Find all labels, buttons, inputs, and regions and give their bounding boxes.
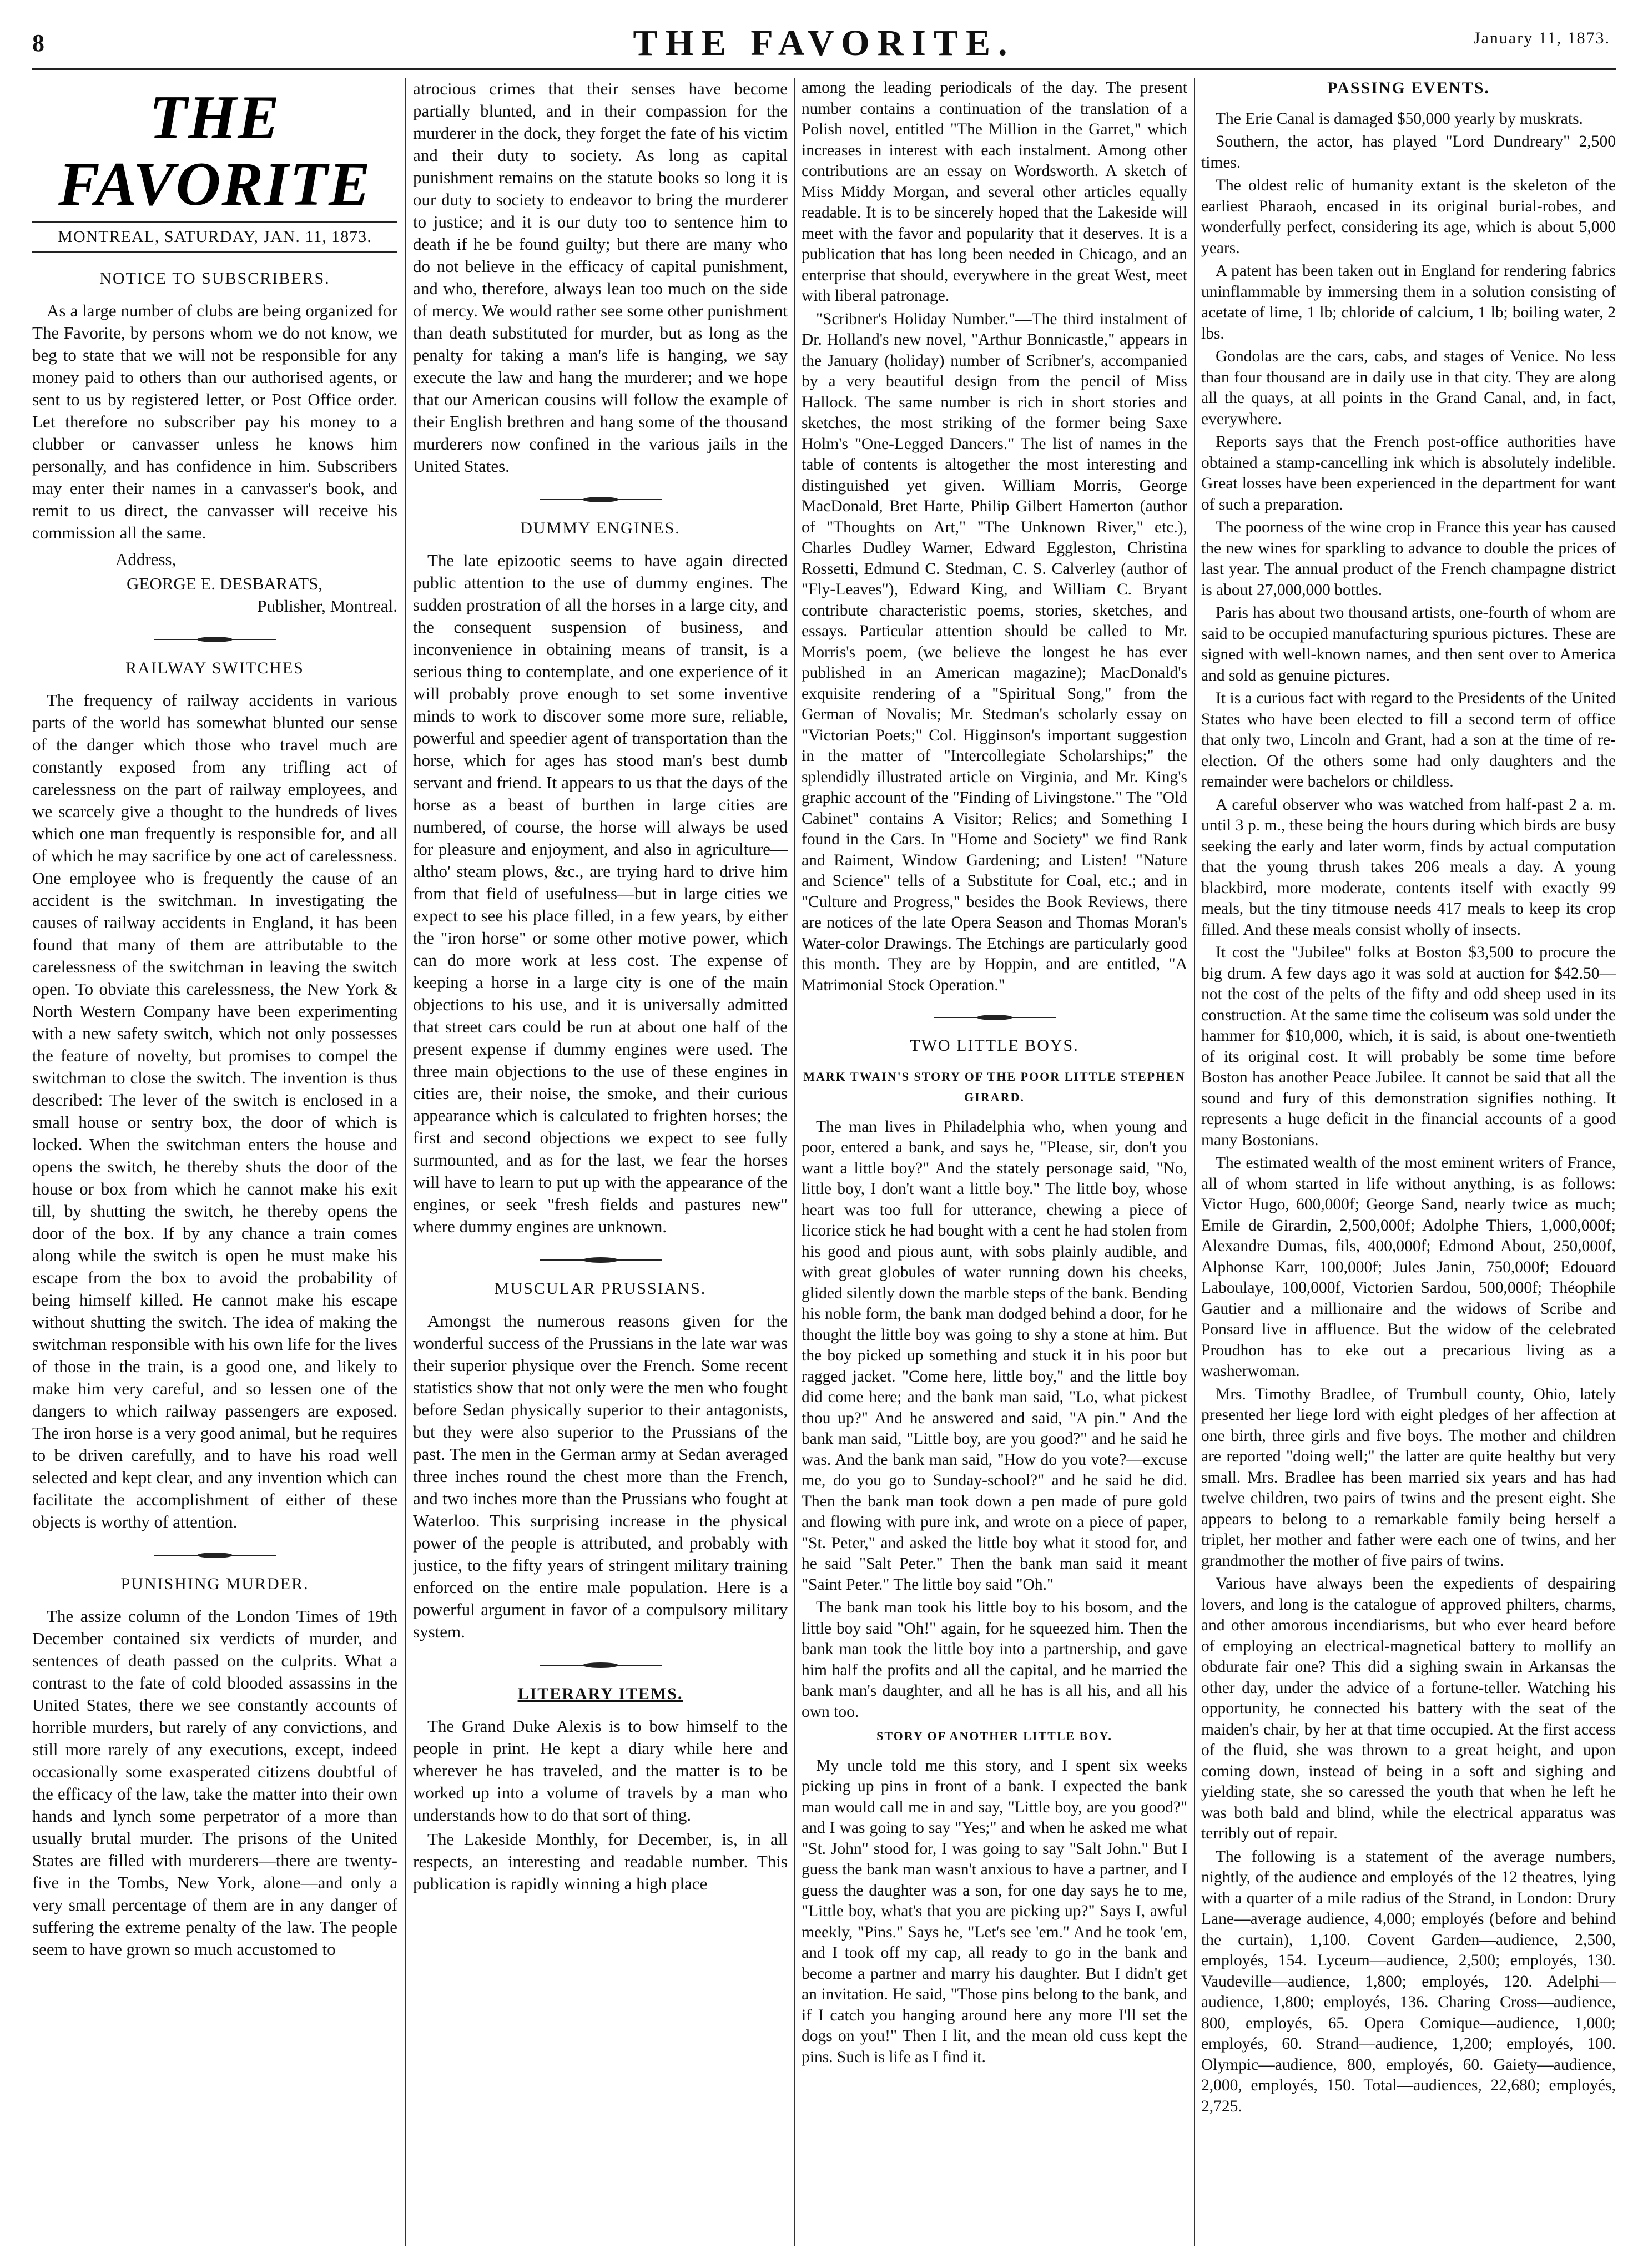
signer-name: GEORGE E. DESBARATS, xyxy=(127,574,323,593)
article-paragraph: As a large number of clubs are being organized for The Favorite, by persons whom we do not know, we beg to state that we will not be responsible for any money paid to others than our authorised agents, or sent to us by registered letter, or Post Office order. Let therefore no subscriber pay his money to a clubber or canvasser unless he knows him personally, and has confidence in him. Subscribers may enter their names in a canvasser's book, and remit to us direct, the canvasser will receive his commission all the same. xyxy=(32,301,397,542)
news-item: The poorness of the wine crop in France this year has caused the new wines for sparkling to advance to double the prices of last year. The annual product of the French champagne district is about 27,000,000 bottles. xyxy=(1201,518,1616,599)
article-paragraph: among the leading periodicals of the day. The present number contains a continuation of the translation of a Polish novel, entitled "The Million in the Garret," which increases in interest with each instalment. Among other contributions are an essay on Wordsworth. A sketch of Miss Middy Morgan, and several other articles equally readable. It is to be sincerely hoped that the Lakeside will meet with the favor and popularity that it deserves. It is a publication that has long been needed in Chicago, and an enterprise that should, everywhere in the great West, meet with liberal patronage. xyxy=(802,79,1187,305)
signer-title: Publisher, Montreal. xyxy=(257,596,397,616)
article-paragraph: The man lives in Philadelphia who, when young and poor, entered a bank, and says he, "Please, sir, don't you want a little boy?" And the stately personage said, "No, little boy, I don't want a little boy." The little boy, whose heart was too full for utterance, chewing a piece of licorice stick he had bought with a cent he had stolen from his good and pious aunt, with sobs plainly audible, and with great globules of water running down his cheeks, glided silently down the marble steps of the bank. Bending his noble form, the bank man dodged behind a door, for he thought the little boy was going to shy a stone at him. But the boy picked up something and stuck it in his poor but ragged jacket. "Come here, little boy," and the little boy did come here; and the bank man said, "Lo, what pickest thou up?" And he answered and said, "A pin." And the bank man said, "Little boy, are you good?" and he said he was. And the bank man said, "How do you vote?—excuse me, do you go to Sunday-school?" and he said he did. Then the bank man took down a pen made of pure gold and flowing with pure ink, and wrote on a piece of paper, "St. Peter," and asked the little boy what it stood for, and he said "Salt Peter." Then the bank man said it meant "Saint Peter." The little boy said "Oh." xyxy=(802,1117,1187,1594)
news-item: The following is a statement of the average numbers, nightly, of the audience and employés of the 12 theatres, lying with a quarter of a mile radius of the Strand, in London: Drury Lane—average audience, 4,000; employés (before and behind the curtain), 1,100. Covent Garden—audience, 2,500, employés, 154. Lyceum—audience, 2,500; employés, 130. Vaudeville—audience, 1,800; employés, 120. Adelphi—audience, 1,800; employés, 136. Charing Cross—audience, 800, employés, 65. Opera Comique—audience, 1,000; employés, 60. Strand—audience, 1,200; employés, 100. Olympic—audience, 800, employés, 60. Gaiety—audience, 2,000, employés, 150. Total—audiences, 22,680; employés, 2,725. xyxy=(1201,1847,1616,2115)
address-label: Address, xyxy=(115,550,177,569)
article-paragraph: Amongst the numerous reasons given for the wonderful success of the Prussians in the late war was their superior physique over the French. Some recent statistics show that not only were the men who fought before Sedan physically superior to their antagonists, but they were also superior to the Prussians of the past. The men in the German army at Sedan averaged three inches round the chest more than the French, and two inches more than the Prussians who fought at Waterloo. This surprising increase in the physical power of the people is attributed, and probably with justice, to the fifty years of stringent military training enforced on the entire male population. Here is a powerful argument in favor of a compulsory military system. xyxy=(413,1311,788,1641)
article-paragraph: The Lakeside Monthly, for December, is, in all respects, an interesting and readable number. This publication is rapidly winning a high place xyxy=(413,1829,788,1893)
news-item: The Erie Canal is damaged $50,000 yearly by muskrats. xyxy=(1216,109,1583,128)
article-heading: NOTICE TO SUBSCRIBERS. xyxy=(99,269,330,288)
column-3 xyxy=(802,78,1187,2246)
news-item: Various have always been the expedients of despairing lovers, and long is the catalogue of approved philters, charms, and other amorous incendiarisms, but who ever heard before of employing an electrical-magnetical battery to mollify an obdurate fair one? This did a sighing swain in Arkansas the other day, under the advice of a fortune-teller. Watching his opportunity, he connected his battery with the seat of the maiden's chair, by her at that time occupied. At the first access of the fluid, she was thrown to a great height, and upon coming down, instead of being in a soft and sighing and yielding state, she so caressed the youth that when he left he was both bald and blind, while the electrical apparatus was terribly out of repair. xyxy=(1201,1575,1616,1842)
news-item: The estimated wealth of the most eminent writers of France, all of whom started in life without anything, is as follows: Victor Hugo, 600,000f; George Sand, nearly twice as much; Emile de Girardin, 2,500,000f; Adolphe Thiers, 1,000,000f; Alexandre Dumas, fils, 400,000f; Edmond About, 250,000f, Alphonse Karr, 100,000f; Jules Janin, 750,000f; Edouard Laboulaye, 100,000f, Victorien Sardou, 500,000f; Théophile Gautier and a millionaire and the widows of Scribe and Ponsard live in affluence. But the widow of the celebrated Proudhon has to eke out a precarious living as a washerwoman. xyxy=(1201,1154,1616,1380)
column-1 xyxy=(32,78,397,2246)
column-divider xyxy=(1194,78,1195,2246)
news-item: Southern, the actor, has played "Lord Dundreary" 2,500 times. xyxy=(1201,133,1616,172)
news-item: A careful observer who was watched from half-past 2 a. m. until 3 p. m., these being the hours during which birds are busy seeking the early and later worm, finds by actual computation that the young thrush takes 206 meals a day. A young blackbird, more moderate, contents itself with exactly 99 meals, but the tiny titmouse needs 417 meals to keep its crop filled. And these meals consist wholly of insects. xyxy=(1201,795,1616,939)
section-ornament xyxy=(413,1254,788,1263)
section-ornament xyxy=(802,1012,1187,1021)
news-item: It cost the "Jubilee" folks at Boston $3,500 to procure the big drum. A few days ago it was sold at auction for $42.50—not the cost of the pelts of the fifty and odd sheep used in its construction. At the same time the coliseum was sold under the hammer for $10,000, which, it is said, is about one-twentieth of its original cost. It will probably be some time before Boston has another Peace Jubilee. It cannot be said that all the sound and fury of this demonstration signifies nothing. It represents a huge deficit in the financial accounts of a good many Bostonians. xyxy=(1201,944,1616,1149)
article-heading: PASSING EVENTS. xyxy=(1327,79,1490,97)
article-paragraph: The Grand Duke Alexis is to bow himself to the people in print. He kept a diary while here and wherever he has traveled, and the matter is to be worked up into a volume of travels by a man who understands how to do that sort of thing. xyxy=(413,1716,788,1825)
section-ornament xyxy=(413,494,788,503)
header-rule xyxy=(32,68,1616,70)
masthead-logo: THE FAVORITE xyxy=(58,83,371,219)
section-ornament xyxy=(413,1660,788,1669)
column-divider xyxy=(794,78,795,2246)
article-heading: PUNISHING MURDER. xyxy=(120,1575,309,1593)
article-subheading: STORY OF ANOTHER LITTLE BOY. xyxy=(876,1729,1112,1743)
article-paragraph: The bank man took his little boy to his bosom, and the little boy said "Oh!" again, for he squeezed him. Then the bank man took the little boy into a partnership, and gave him half the profits and all the capital, and he married the bank man's daughter, and all he has is all his, and all his own too. xyxy=(802,1599,1187,1721)
section-ornament xyxy=(32,634,397,643)
page-header xyxy=(0,0,1648,72)
article-paragraph: The assize column of the London Times of 19th December contained six verdicts of murder, and sentences of death passed on the culprits. What a contrast to the fate of cold blooded assassins in the United States, there we see constantly accounts of horrible murders, but rarely of any convictions, and still more rarely of any executions, except, indeed occasionally some exasperated citizens doubtful of the efficacy of the law, take the matter into their own hands and lynch some perpetrator of a more than usually brutal murder. The prisons of the United States are filled with murderers—there are twenty-five in the Tombs, New York, alone—and only a very small percentage of them are in any danger of suffering the extreme penalty of the law. The people seem to have grown so much accustomed to xyxy=(32,1606,397,1959)
news-item: The oldest relic of humanity extant is the skeleton of the earliest Pharaoh, encased in its original burial-robes, and wonderfully perfect, considering its age, which is about 5,000 years. xyxy=(1201,177,1616,257)
news-item: Paris has about two thousand artists, one-fourth of whom are said to be occupied manufacturing spurious pictures. These are signed with well-known names, and then sent over to America and sold as genuine pictures. xyxy=(1201,604,1616,684)
article-heading: TWO LITTLE BOYS. xyxy=(910,1036,1079,1055)
article-paragraph: atrocious crimes that their senses have become partially blunted, and in their compassion for the murderer in the dock, they forget the fate of his victim and their duty to society. As long as capital punishment remains on the statute books so long it is our duty to society to endeavor to bring the murderer to justice; and it is our duty too to sentence him to death if he be found guilty; but there are many who do not believe in the efficacy of capital punishment, and who, therefore, always lean too much on the side of mercy. We would rather see some other punishment than death substituted for murder, but as long as the penalty for taking a man's life is hanging, we say execute the law and hang the murderer; and we hope that our American cousins will follow the example of their English brethren and hang some of the thousand murderers now confined in the various jails in the United States. xyxy=(413,79,788,476)
news-item: Reports says that the French post-office authorities have obtained a stamp-cancelling ink which is absolutely indelible. Great losses have been experienced in the department for want of such a preparation. xyxy=(1201,433,1616,513)
column-divider xyxy=(405,78,406,2246)
column-4 xyxy=(1201,78,1616,2246)
article-paragraph: The frequency of railway accidents in various parts of the world has somewhat blunted our sense of the danger which those who travel much are constantly exposed from any trifling act of carelessness on the part of railway employees, and we scarcely give a thought to the hundreds of lives which one man frequently is responsible for, and all of which he may sacrifice by one act of carelessness. One employee who is frequently the cause of an accident is the switchman. In investigating the causes of railway accidents in England, it has been found that many of them are attributable to the carelessness of the switchman in leaving the switch open. To obviate this carelessness, the New York & North Western Company have been experimenting with a new safety switch, which not only possesses the feature of novelty, but promises to compel the switchman to close the switch. The invention is thus described: The lever of the switch is enclosed in a small house or sentry box, the door of which is locked. When the switchman enters the house and opens the switch, he thereby shuts the door of the house or box from which he cannot make his exit till, by shutting the switch, he thereby opens the door of the box. If by any chance a train comes along while the switch is open he must make his escape from the box to avoid the probability of being himself killed. He cannot make his escape without shutting the switch. The idea of making the switchman responsible with his own life for the lives of those in the train, is a good one, and likely to make him very careful, and so lessen one of the dangers to which railway passengers are exposed. The iron horse is a very good animal, but he requires to be driven carefully, and to have his road well selected and kept clear, and any invention which can facilitate the accomplishment of either of these objects is worthy of attention. xyxy=(32,691,397,1531)
column-2 xyxy=(413,78,788,2246)
news-item: Mrs. Timothy Bradlee, of Trumbull county, Ohio, lately presented her liege lord with eight pledges of her affection at one birth, three girls and five boys. The mother and children are reported "doing well;" the latter are quite healthy but very small. Mrs. Bradlee has been married six years and has had twelve children, two pairs of twins and the present eight. She appears to belong to a remarkable family being herself a triplet, her mother and father were each one of twins, and her grandmother the mother of five pairs of twins. xyxy=(1201,1385,1616,1570)
issue-date: January 11, 1873. xyxy=(1473,29,1610,47)
article-heading: LITERARY ITEMS. xyxy=(517,1685,683,1703)
article-heading: MUSCULAR PRUSSIANS. xyxy=(494,1279,707,1298)
article-heading: DUMMY ENGINES. xyxy=(520,519,681,537)
news-item: Gondolas are the cars, cabs, and stages of Venice. No less than four thousand are in daily use in that city. They are along all the quays, at all points in the Grand Canal, and, in fact, everywhere. xyxy=(1201,347,1616,428)
news-item: It is a curious fact with regard to the Presidents of the United States who have been elected to fill a second term of office that only two, Lincoln and Grant, had a son at the time of re-election. Of the others some had only daughters and the remainder were bachelors or childless. xyxy=(1201,689,1616,790)
article-heading: RAILWAY SWITCHES xyxy=(125,659,304,677)
running-title: THE FAVORITE. xyxy=(633,23,1015,63)
section-ornament xyxy=(32,1550,397,1559)
article-paragraph: The late epizootic seems to have again directed public attention to the use of dummy engines. The sudden prostration of all the horses in a large city, and the consequent suspension of business, and inconvenience in obtaining means of transit, is a serious thing to contemplate, and one experience of it will probably prove enough to set some inventive minds to work to discover some more sure, reliable, powerful and speedier agent of transportation than the horse, which for ages has stood man's best dumb servant and friend. It appears to us that the days of the horse as a beast of burthen in large cities are numbered, of course, the horse will always be used for pleasure and enjoyment, and also in agriculture—altho' steam plows, &c., are trying hard to drive him from that field of usefulness—but in large cities we expect to see his place filled, in a few years, by either the "iron horse" or some other motive power, which can do more work at less cost. The expense of keeping a horse in a large city is one of the main objections to his use, and it is universally admitted that street cars could be run at about one half of the present expense if dummy engines were used. The three main objections to the use of these engines in cities are, their noise, the smoke, and their curious appearance which is calculated to frighten horses; the first and second objections we expect to see fully surmounted, and as for the last, we fear the horses will have to learn to put up with the appearance of the engines, or seek "fresh fields and pastures new" where dummy engines are unknown. xyxy=(413,551,788,1236)
article-subheading: MARK TWAIN'S STORY OF THE POOR LITTLE STEPHEN GIRARD. xyxy=(803,1069,1186,1104)
article-paragraph: "Scribner's Holiday Number."—The third instalment of Dr. Holland's new novel, "Arthur Bonnicastle," appears in the January (holiday) number of Scribner's, accompanied by a very beautiful design from the pencil of Miss Hallock. The same number is rich in short stories and sketches, the most striking of the former being Saxe Holm's "One-Legged Dancers." The list of names in the table of contents is altogether the most interesting and distinguished yet given. William Morris, George MacDonald, Bret Harte, Philip Gilbert Hamerton (author of "Thoughts on Art," "The Unknown River," etc.), Charles Dudley Warner, Edward Eggleston, Christina Rossetti, Edmund C. Stedman, C. S. Calverley (author of "Fly-Leaves"), Edward King, and William C. Bryant contribute characteristic poems, stories, sketches, and essays. Particular attention should be called to Mr. Morris's poem, (we believe the longest he has ever published in an American magazine); MacDonald's exquisite rendering of a "Spiritual Song," from the German of Novalis; Mr. Stedman's scholarly essay on "Victorian Poets;" Col. Higginson's important suggestion in the matter of "Intercollegiate Scholarships;" the splendidly illustrated article on Virginia, and Mr. King's graphic account of the "Finding of Livingstone." The "Old Cabinet" contains A Visitor; Relics; and Something I found in the Cars. In "Home and Society" we find Rank and Raiment, Window Gardening; and Listen! "Nature and Science" tells of a Substitute for Coal, etc.; and in "Culture and Progress," besides the Book Reviews, there are notices of the late Opera Season and Thomas Moran's Water-color Drawings. The Etchings are particularly good this month. They are by Hoppin, and are entitled, "A Matrimonial Stock Operation." xyxy=(802,310,1187,994)
article-paragraph: My uncle told me this story, and I spent six weeks picking up pins in front of a bank. I expected the bank man would call me in and say, "Little boy, are you good?" and I was going to say "Yes;" and when he asked me what "St. John" stood for, I was going to say "Salt John." But I guess the bank man wasn't anxious to have a partner, and I guess the daughter was a son, for one day says he to me, "Little boy, what's that you are picking up?" Says I, awful meekly, "Pins." Says he, "Let's see 'em." And he took 'em, and I took off my cap, all ready to go in the bank and become a partner and marry his daughter. But I didn't get an invitation. He said, "Those pins belong to the bank, and if I catch you hanging around here any more I'll set the dogs on you!" Then I lit, and the mean old cuss kept the pins. Such is life as I find it. xyxy=(802,1756,1187,2066)
news-item: A patent has been taken out in England for rendering fabrics uninflammable by immersing them in a solution consisting of acetate of lime, 1 lb; chloride of calcium, 1 lb; boiling water, 2 lbs. xyxy=(1201,262,1616,342)
page-number: 8 xyxy=(32,29,44,57)
masthead-dateline: MONTREAL, SATURDAY, JAN. 11, 1873. xyxy=(32,221,397,253)
